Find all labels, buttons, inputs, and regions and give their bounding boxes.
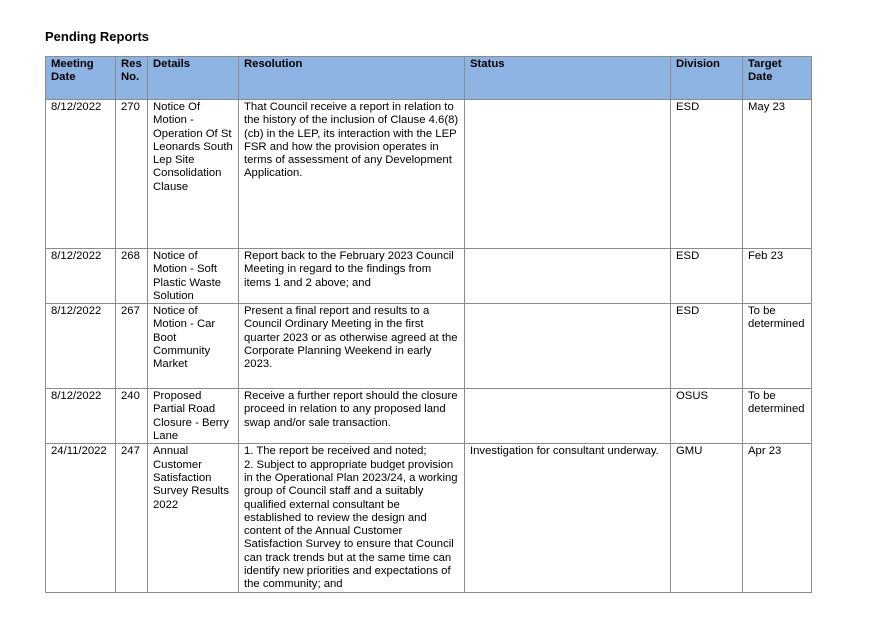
cell-target-date: Feb 23 [743, 249, 812, 304]
cell-res-no: 267 [116, 304, 148, 389]
cell-status [465, 100, 671, 249]
cell-target-date: Apr 23 [743, 444, 812, 592]
cell-meeting-date: 8/12/2022 [46, 304, 116, 389]
table-row [46, 304, 812, 389]
cell-meeting-date: 8/12/2022 [46, 100, 116, 249]
cell-res-no: 270 [116, 100, 148, 249]
cell-resolution [239, 249, 465, 304]
cell-division: OSUS [671, 389, 743, 444]
cell-status: Investigation for consultant underway. [465, 444, 671, 592]
header-status: Status [465, 57, 671, 100]
resolution-text: Receive a further report should the closure proceed in relation to any proposed land swap and/or sale transaction. [244, 390, 458, 429]
cell-meeting-date: 24/11/2022 [46, 444, 116, 592]
resolution-text: Present a final report and results to a Council Ordinary Meeting in the first quarter 2023 or as otherwise agreed at the Corporate Planning Weekend in early 2023. [244, 305, 458, 371]
table-row [46, 389, 812, 444]
table-row [46, 100, 812, 249]
header-resolution: Resolution [239, 57, 465, 100]
resolution-text: That Council receive a report in relation to the history of the inclusion of Clause 4.6(8) (cb) in the LEP, its interaction with the LEP FSR and how the provision operates in terms of assessment of any Development Application. [244, 101, 459, 180]
cell-details: Notice of Motion - Soft Plastic Waste Solution [148, 249, 239, 304]
cell-meeting-date: 8/12/2022 [46, 249, 116, 304]
header-meeting-date: Meeting Date [46, 57, 116, 100]
cell-status [465, 304, 671, 389]
cell-status [465, 249, 671, 304]
cell-resolution [239, 100, 465, 249]
cell-division: ESD [671, 249, 743, 304]
cell-res-no: 240 [116, 389, 148, 444]
cell-resolution [239, 304, 465, 389]
cell-target-date: To be determined [743, 389, 812, 444]
cell-details: Annual Customer Satisfaction Survey Results 2022 [148, 444, 239, 592]
cell-resolution [239, 389, 465, 444]
cell-status [465, 389, 671, 444]
resolution-text: Report back to the February 2023 Council Meeting in regard to the findings from items 1 and 2 above; and [244, 250, 454, 289]
cell-meeting-date: 8/12/2022 [46, 389, 116, 444]
page-title: Pending Reports [45, 29, 150, 44]
cell-division: ESD [671, 304, 743, 389]
cell-res-no: 247 [116, 444, 148, 592]
header-details: Details [148, 57, 239, 100]
cell-division: ESD [671, 100, 743, 249]
resolution-text: 2. Subject to appropriate budget provision in the Operational Plan 2023/24, a working group of Council staff and a suitably qualified external consultant be established to review the design and content of the Annual Customer Satisfaction Survey to ensure that Council can track trends but at the same time can identify new priorities and expectations of the community; and [244, 458, 458, 591]
cell-details: Proposed Partial Road Closure - Berry Lane [148, 389, 239, 444]
cell-division: GMU [671, 444, 743, 592]
pending-reports-table [45, 56, 812, 593]
table-row [46, 444, 812, 592]
table-header-row [46, 57, 812, 100]
cell-res-no: 268 [116, 249, 148, 304]
header-res-no: Res No. [116, 57, 148, 100]
table-row [46, 249, 812, 304]
cell-target-date: To be determined [743, 304, 812, 389]
header-target-date: Target Date [743, 57, 812, 100]
cell-details: Notice of Motion - Car Boot Community Market [148, 304, 239, 389]
header-division: Division [671, 57, 743, 100]
cell-target-date: May 23 [743, 100, 812, 249]
cell-resolution [239, 444, 465, 592]
cell-details: Notice Of Motion - Operation Of St Leonards South Lep Site Consolidation Clause [148, 100, 239, 249]
resolution-text: 1. The report be received and noted; [244, 445, 427, 458]
